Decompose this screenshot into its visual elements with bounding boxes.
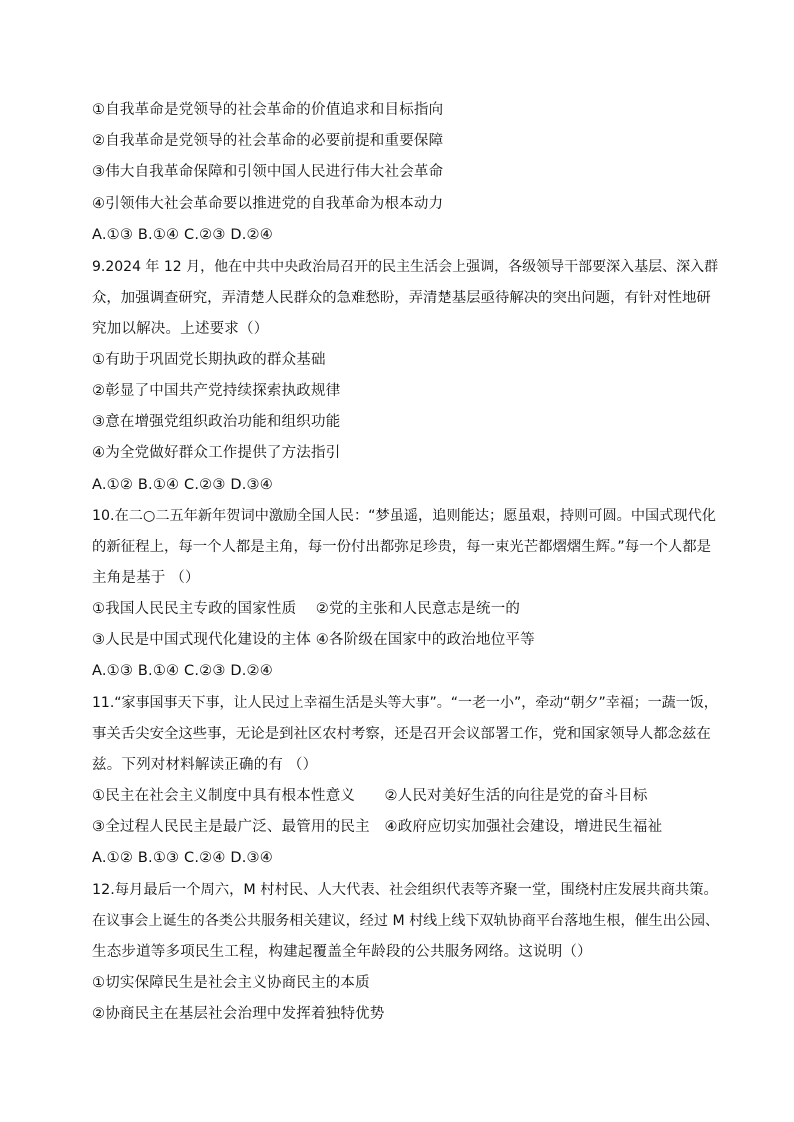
q10-stem-line-3: 主角是基于 （）	[92, 570, 200, 586]
q9-stem-line-3: 究加以解决。上述要求（）	[92, 321, 269, 337]
q9-stem-line-1: 9.2024 年 12 月，他在中共中央政治局召开的民主生活会上强调，各级领导干部要深入基层、深入群	[92, 259, 719, 275]
q10-stem-line-1: 10.在二○二五年新年贺词中激励全国人民：“梦虽遥，追则能达；愿虽艰，持则可圆。中国式现代化	[92, 508, 716, 524]
q8-option-3: ③伟大自我革命保障和引领中国人民进行伟大社会革命	[92, 164, 444, 180]
q11-stem-line-3: 兹。下列对材料解读正确的有 （）	[92, 757, 318, 773]
q11-answer-choices: A.①② B.①③ C.②④ D.③④	[92, 850, 273, 866]
q10-stem-line-2: 的新征程上，每一个人都是主角，每一份付出都弥足珍贵，每一束光芒都熠熠生辉。”每一个人都是	[92, 539, 712, 555]
q9-answer-choices: A.①② B.①④ C.②③ D.③④	[92, 477, 273, 493]
q11-option-row-2: ③全过程人民民主是最广泛、最管用的民主 ④政府应切实加强社会建设，增进民生福祉	[92, 819, 663, 835]
q10-answer-choices: A.①③ B.①④ C.②③ D.②④	[92, 663, 273, 679]
q12-option-1: ①切实保障民生是社会主义协商民主的本质	[92, 975, 370, 991]
q9-stem-line-2: 众，加强调查研究，弄清楚人民群众的急难愁盼，弄清楚基层亟待解决的突出问题，有针对性地研	[92, 290, 711, 306]
q12-stem-line-3: 生态步道等多项民生工程，构建起覆盖全年龄段的公共服务网络。这说明（）	[92, 944, 592, 960]
q9-option-3: ③意在增强党组织政治功能和组织功能	[92, 414, 341, 430]
q11-option-row-1: ①民主在社会主义制度中具有根本性意义 ②人民对美好生活的向往是党的奋斗目标	[92, 788, 648, 804]
q9-option-1: ①有助于巩固党长期执政的群众基础	[92, 352, 326, 368]
q10-option-row-2: ③人民是中国式现代化建设的主体 ④各阶级在国家中的政治地位平等	[92, 632, 535, 648]
q12-stem-line-1: 12.每月最后一个周六，M 村村民、人大代表、社会组织代表等齐聚一堂，围绕村庄发展共商共策。	[92, 882, 718, 898]
q12-stem-line-2: 在议事会上诞生的各类公共服务相关建议，经过 M 村线上线下双轨协商平台落地生根，催生出公园、	[92, 913, 720, 929]
q12-option-2: ②协商民主在基层社会治理中发挥着独特优势	[92, 1006, 385, 1022]
q10-option-row-1: ①我国人民民主专政的国家性质 ②党的主张和人民意志是统一的	[92, 601, 521, 617]
q11-stem-line-2: 事关舌尖安全这些事，无论是到社区农村考察，还是召开会议部署工作，党和国家领导人都念兹在	[92, 726, 711, 742]
q8-option-2: ②自我革命是党领导的社会革命的必要前提和重要保障	[92, 133, 444, 149]
q8-option-1: ①自我革命是党领导的社会革命的价值追求和目标指向	[92, 102, 444, 118]
q8-option-4: ④引领伟大社会革命要以推进党的自我革命为根本动力	[92, 196, 444, 212]
q8-answer-choices: A.①③ B.①④ C.②③ D.②④	[92, 227, 273, 243]
q9-option-4: ④为全党做好群众工作提供了方法指引	[92, 445, 341, 461]
q9-option-2: ②彰显了中国共产党持续探索执政规律	[92, 383, 341, 399]
q11-stem-line-1: 11.“家事国事天下事，让人民过上幸福生活是头等大事”。“一老一小”，牵动“朝夕”幸福；一蔬一饭，	[92, 695, 718, 711]
